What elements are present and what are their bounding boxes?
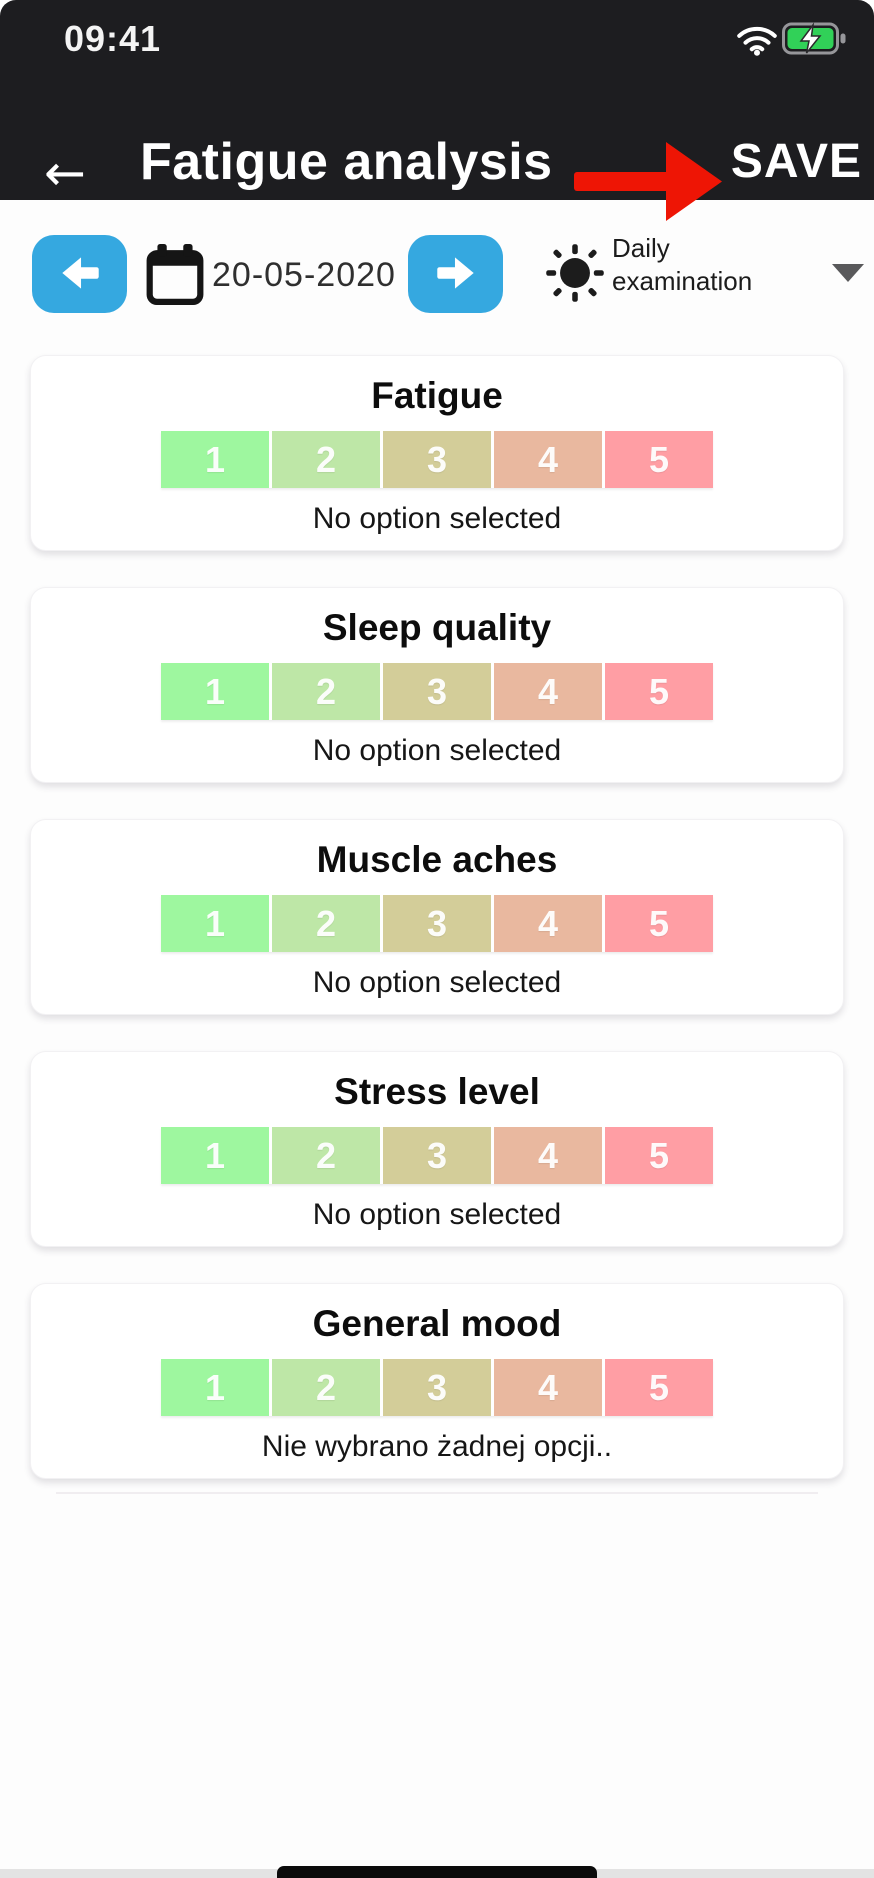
- wifi-icon: [736, 26, 778, 61]
- divider: [56, 1492, 818, 1494]
- rating-option-3[interactable]: 3: [383, 1359, 491, 1416]
- rating-option-4[interactable]: 4: [494, 1359, 602, 1416]
- card-title: Muscle aches: [316, 839, 558, 880]
- status-text: No option selected: [312, 1198, 562, 1231]
- rating-option-5[interactable]: 5: [605, 895, 713, 952]
- exam-type-selector[interactable]: [540, 230, 870, 320]
- rating-card: [30, 587, 844, 783]
- back-arrow-icon: ←: [44, 144, 86, 202]
- rating-option-3[interactable]: 3: [383, 431, 491, 488]
- status-time: 09:41: [64, 18, 162, 59]
- rating-option-1[interactable]: 1: [161, 1127, 269, 1184]
- exam-type-label: [612, 232, 752, 298]
- next-date-button[interactable]: [408, 235, 503, 313]
- rating-option-2[interactable]: 2: [272, 663, 380, 720]
- header: [0, 0, 874, 200]
- rating-option-2[interactable]: 2: [272, 895, 380, 952]
- rating-option-5[interactable]: 5: [605, 663, 713, 720]
- rating-card: [30, 355, 844, 551]
- back-button[interactable]: [30, 138, 100, 208]
- rating-option-1[interactable]: 1: [161, 663, 269, 720]
- rating-card: [30, 1051, 844, 1247]
- rating-option-1[interactable]: 1: [161, 895, 269, 952]
- date-label[interactable]: 20-05-2020: [212, 256, 396, 294]
- previous-date-button[interactable]: [32, 235, 127, 313]
- rating-option-1[interactable]: 1: [161, 431, 269, 488]
- card-title: Stress level: [334, 1071, 540, 1112]
- chevron-down-icon: [832, 264, 864, 282]
- rating-option-4[interactable]: 4: [494, 431, 602, 488]
- rating-card: [30, 819, 844, 1015]
- rating-option-4[interactable]: 4: [494, 663, 602, 720]
- rating-option-1[interactable]: 1: [161, 1359, 269, 1416]
- calendar-icon[interactable]: [146, 244, 204, 311]
- rating-option-5[interactable]: 5: [605, 431, 713, 488]
- rating-option-2[interactable]: 2: [272, 1127, 380, 1184]
- status-text: Nie wybrano żadnej opcji..: [261, 1430, 613, 1463]
- battery-charging-icon: [782, 22, 848, 61]
- rating-option-5[interactable]: 5: [605, 1127, 713, 1184]
- card-title: Sleep quality: [322, 607, 552, 648]
- status-text: No option selected: [312, 966, 562, 999]
- status-text: No option selected: [312, 734, 562, 767]
- rating-option-4[interactable]: 4: [494, 1127, 602, 1184]
- card-title: Fatigue: [371, 375, 503, 416]
- rating-option-2[interactable]: 2: [272, 431, 380, 488]
- status-text: No option selected: [312, 502, 562, 535]
- date-toolbar: [0, 200, 874, 330]
- rating-option-3[interactable]: 3: [383, 663, 491, 720]
- exam-type-label-line2: examination: [612, 266, 753, 296]
- rating-option-3[interactable]: 3: [383, 1127, 491, 1184]
- arrow-left-icon: [54, 247, 106, 302]
- rating-scale: [161, 431, 713, 488]
- rating-scale: [161, 1359, 713, 1416]
- page-title: Fatigue analysis: [140, 133, 553, 191]
- sun-icon: [544, 242, 606, 309]
- home-indicator[interactable]: [277, 1866, 597, 1878]
- rating-option-5[interactable]: 5: [605, 1359, 713, 1416]
- exam-type-label-line1: Daily: [612, 233, 670, 263]
- rating-scale: [161, 1127, 713, 1184]
- save-button[interactable]: SAVE: [730, 135, 862, 188]
- rating-cards-list: [30, 355, 844, 1515]
- rating-scale: [161, 895, 713, 952]
- card-title: General mood: [312, 1303, 562, 1344]
- arrow-right-icon: [430, 247, 482, 302]
- rating-option-3[interactable]: 3: [383, 895, 491, 952]
- rating-scale: [161, 663, 713, 720]
- rating-card: [30, 1283, 844, 1479]
- rating-option-4[interactable]: 4: [494, 895, 602, 952]
- rating-option-2[interactable]: 2: [272, 1359, 380, 1416]
